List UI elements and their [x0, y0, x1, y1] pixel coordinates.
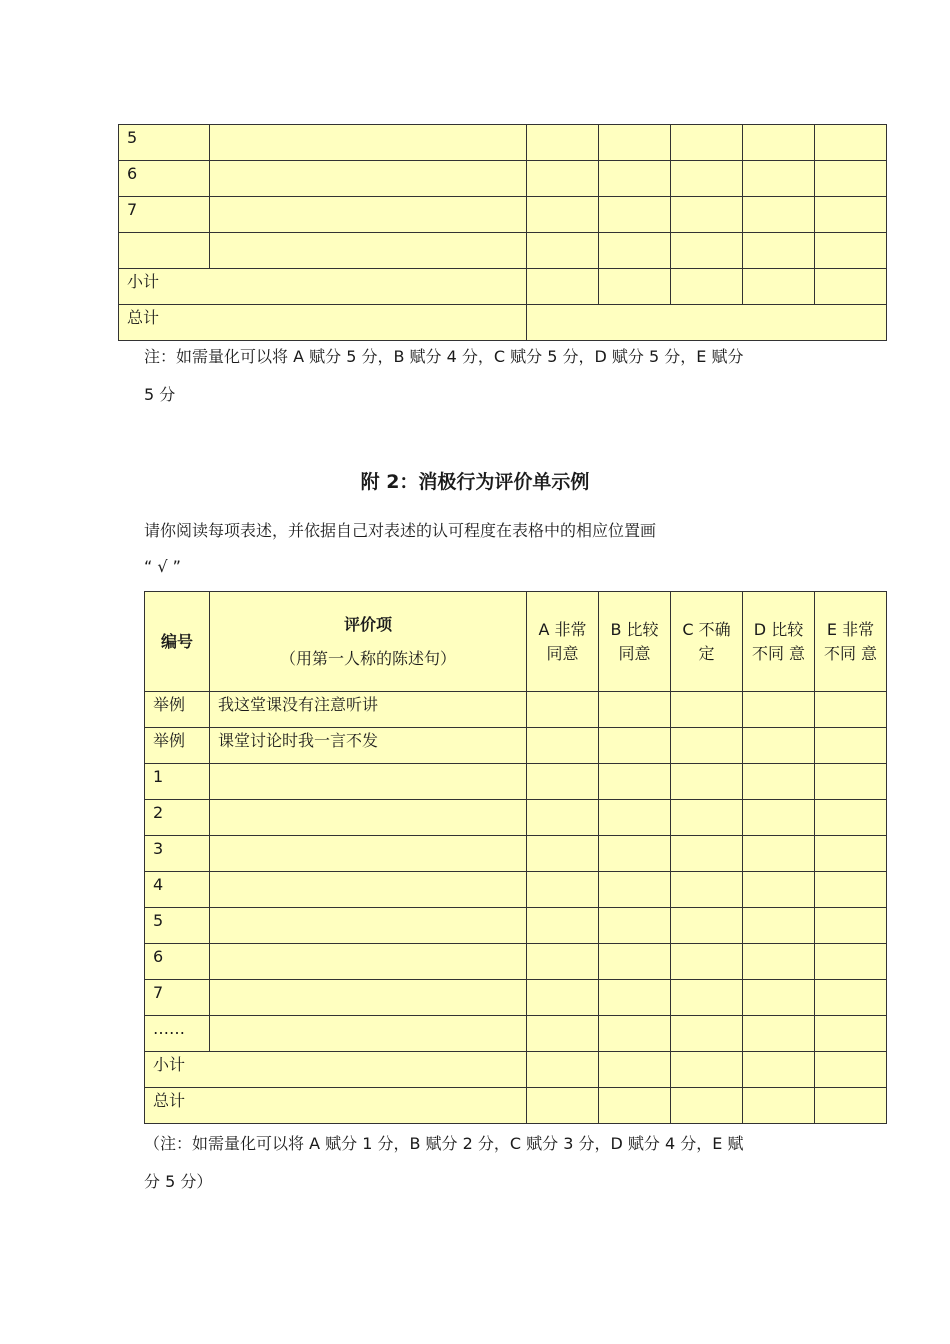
rating-cell-c[interactable] [671, 233, 743, 269]
item-cell[interactable] [210, 233, 527, 269]
scoring-note-line-1: 注：如需量化可以将 A 赋分 5 分，B 赋分 4 分，C 赋分 5 分，D 赋分 5 分，E 赋分 [144, 347, 744, 366]
subtotal-cell-a[interactable] [527, 269, 599, 305]
rating-cell-d[interactable] [743, 728, 815, 764]
rating-cell-b[interactable] [599, 125, 671, 161]
rating-cell-e[interactable] [815, 692, 887, 728]
subtotal-cell-b[interactable] [599, 1052, 671, 1088]
section-title: 附 2：消极行为评价单示例 [360, 471, 590, 493]
rating-cell-e[interactable] [815, 233, 887, 269]
rating-cell-d[interactable] [743, 980, 815, 1016]
rating-cell-c[interactable] [671, 836, 743, 872]
rating-cell-a[interactable] [527, 872, 599, 908]
rating-cell-a[interactable] [527, 800, 599, 836]
item-cell[interactable] [210, 800, 527, 836]
total-cell-a[interactable] [527, 1088, 599, 1124]
rating-cell-d[interactable] [743, 1016, 815, 1052]
rating-cell-d[interactable] [743, 944, 815, 980]
rating-cell-b[interactable] [599, 692, 671, 728]
rating-cell-a[interactable] [527, 233, 599, 269]
rating-cell-c[interactable] [671, 692, 743, 728]
rating-cell-e[interactable] [815, 800, 887, 836]
row-number: 1 [145, 764, 210, 800]
item-cell[interactable] [210, 872, 527, 908]
header-option-b: B 比较 同意 [599, 592, 671, 692]
rating-cell-e[interactable] [815, 872, 887, 908]
rating-cell-d[interactable] [743, 836, 815, 872]
row-number: 举例 [145, 692, 210, 728]
rating-cell-d[interactable] [743, 197, 815, 233]
header-item [210, 592, 527, 692]
row-number: 2 [145, 800, 210, 836]
item-cell[interactable]: 课堂讨论时我一言不发 [210, 728, 527, 764]
table-row [145, 872, 887, 908]
rating-cell-d[interactable] [743, 161, 815, 197]
item-cell[interactable] [210, 908, 527, 944]
rating-cell-c[interactable] [671, 764, 743, 800]
row-number: 5 [145, 908, 210, 944]
table-row [119, 125, 887, 161]
table-row [119, 197, 887, 233]
rating-cell-b[interactable] [599, 764, 671, 800]
subtotal-cell-e[interactable] [815, 1052, 887, 1088]
table-row [145, 836, 887, 872]
rating-cell-e[interactable] [815, 980, 887, 1016]
rating-cell-d[interactable] [743, 125, 815, 161]
subtotal-cell-d[interactable] [743, 269, 815, 305]
check-mark-text: “ √ ” [144, 557, 181, 576]
rating-cell-e[interactable] [815, 764, 887, 800]
subtotal-cell-c[interactable] [671, 1052, 743, 1088]
rating-cell-e[interactable] [815, 197, 887, 233]
rating-cell-c[interactable] [671, 908, 743, 944]
row-number: 5 [119, 125, 210, 161]
row-number [119, 233, 210, 269]
table-header-row [145, 592, 887, 692]
subtotal-cell-d[interactable] [743, 1052, 815, 1088]
subtotal-row [119, 269, 887, 305]
rating-cell-b[interactable] [599, 872, 671, 908]
item-cell[interactable] [210, 836, 527, 872]
rating-cell-c[interactable] [671, 161, 743, 197]
rating-cell-b[interactable] [599, 836, 671, 872]
row-number: 4 [145, 872, 210, 908]
header-item-title: 评价项 [343, 614, 392, 634]
item-cell[interactable] [210, 161, 527, 197]
total-cell[interactable] [527, 305, 887, 341]
rating-cell-d[interactable] [743, 908, 815, 944]
item-cell[interactable] [210, 944, 527, 980]
negative-behavior-evaluation-table [144, 591, 887, 1124]
rating-cell-a[interactable] [527, 197, 599, 233]
scoring-note-line-2: 5 分 [144, 385, 176, 404]
item-cell[interactable]: 我这堂课没有注意听讲 [210, 692, 527, 728]
total-cell-e[interactable] [815, 1088, 887, 1124]
rating-cell-a[interactable] [527, 980, 599, 1016]
rating-cell-b[interactable] [599, 980, 671, 1016]
row-number: 7 [145, 980, 210, 1016]
rating-cell-c[interactable] [671, 197, 743, 233]
rating-cell-e[interactable] [815, 836, 887, 872]
rating-cell-d[interactable] [743, 872, 815, 908]
row-number: 6 [119, 161, 210, 197]
row-number: 6 [145, 944, 210, 980]
item-cell[interactable] [210, 125, 527, 161]
rating-cell-a[interactable] [527, 836, 599, 872]
header-option-a: A 非常 同意 [527, 592, 599, 692]
rating-cell-a[interactable] [527, 728, 599, 764]
subtotal-label: 小计 [119, 269, 527, 305]
rating-cell-c[interactable] [671, 1016, 743, 1052]
item-cell[interactable] [210, 764, 527, 800]
subtotal-cell-e[interactable] [815, 269, 887, 305]
rating-cell-e[interactable] [815, 125, 887, 161]
row-number: 举例 [145, 728, 210, 764]
subtotal-label: 小计 [145, 1052, 527, 1088]
evaluation-table-1 [118, 124, 887, 341]
rating-cell-a[interactable] [527, 908, 599, 944]
subtotal-cell-c[interactable] [671, 269, 743, 305]
rating-cell-b[interactable] [599, 197, 671, 233]
rating-cell-a[interactable] [527, 161, 599, 197]
total-label: 总计 [145, 1088, 527, 1124]
item-cell[interactable] [210, 980, 527, 1016]
rating-cell-c[interactable] [671, 800, 743, 836]
scoring-note-2-line-1: （注：如需量化可以将 A 赋分 1 分，B 赋分 2 分，C 赋分 3 分，D 赋分 4 分，E 赋 [144, 1134, 744, 1153]
table-row [145, 728, 887, 764]
total-cell-c[interactable] [671, 1088, 743, 1124]
rating-cell-c[interactable] [671, 728, 743, 764]
rating-cell-b[interactable] [599, 161, 671, 197]
table-row [145, 692, 887, 728]
row-number: 3 [145, 836, 210, 872]
table-row [145, 800, 887, 836]
instruction-text: 请你阅读每项表述，并依据自己对表述的认可程度在表格中的相应位置画 [144, 521, 657, 540]
table-row [145, 944, 887, 980]
total-row [119, 305, 887, 341]
rating-cell-e[interactable] [815, 1016, 887, 1052]
header-item-subtitle: （用第一人称的陈述句） [279, 648, 456, 668]
table-row [145, 980, 887, 1016]
row-number: 7 [119, 197, 210, 233]
rating-cell-a[interactable] [527, 764, 599, 800]
rating-cell-b[interactable] [599, 944, 671, 980]
header-option-c: C 不确 定 [671, 592, 743, 692]
table-row [119, 233, 887, 269]
rating-cell-b[interactable] [599, 908, 671, 944]
rating-cell-b[interactable] [599, 728, 671, 764]
scoring-note-2-line-2: 分 5 分） [144, 1172, 213, 1191]
table-row [145, 764, 887, 800]
table-row [145, 1016, 887, 1052]
rating-cell-c[interactable] [671, 980, 743, 1016]
rating-cell-c[interactable] [671, 944, 743, 980]
rating-cell-b[interactable] [599, 233, 671, 269]
total-cell-d[interactable] [743, 1088, 815, 1124]
rating-cell-d[interactable] [743, 233, 815, 269]
header-option-d: D 比较 不同 意 [743, 592, 815, 692]
item-cell[interactable] [210, 1016, 527, 1052]
subtotal-row [145, 1052, 887, 1088]
rating-cell-e[interactable] [815, 908, 887, 944]
rating-cell-e[interactable] [815, 728, 887, 764]
rating-cell-c[interactable] [671, 872, 743, 908]
rating-cell-d[interactable] [743, 692, 815, 728]
subtotal-cell-a[interactable] [527, 1052, 599, 1088]
header-option-e: E 非常 不同 意 [815, 592, 887, 692]
item-cell[interactable] [210, 197, 527, 233]
rating-cell-a[interactable] [527, 125, 599, 161]
row-number: …… [145, 1016, 210, 1052]
total-cell-b[interactable] [599, 1088, 671, 1124]
header-number: 编号 [145, 592, 210, 692]
rating-cell-a[interactable] [527, 692, 599, 728]
rating-cell-e[interactable] [815, 161, 887, 197]
total-row [145, 1088, 887, 1124]
subtotal-cell-b[interactable] [599, 269, 671, 305]
rating-cell-b[interactable] [599, 800, 671, 836]
table-row [145, 908, 887, 944]
rating-cell-a[interactable] [527, 1016, 599, 1052]
total-label: 总计 [119, 305, 527, 341]
rating-cell-e[interactable] [815, 944, 887, 980]
table-row [119, 161, 887, 197]
rating-cell-b[interactable] [599, 1016, 671, 1052]
rating-cell-d[interactable] [743, 764, 815, 800]
rating-cell-d[interactable] [743, 800, 815, 836]
rating-cell-a[interactable] [527, 944, 599, 980]
rating-cell-c[interactable] [671, 125, 743, 161]
